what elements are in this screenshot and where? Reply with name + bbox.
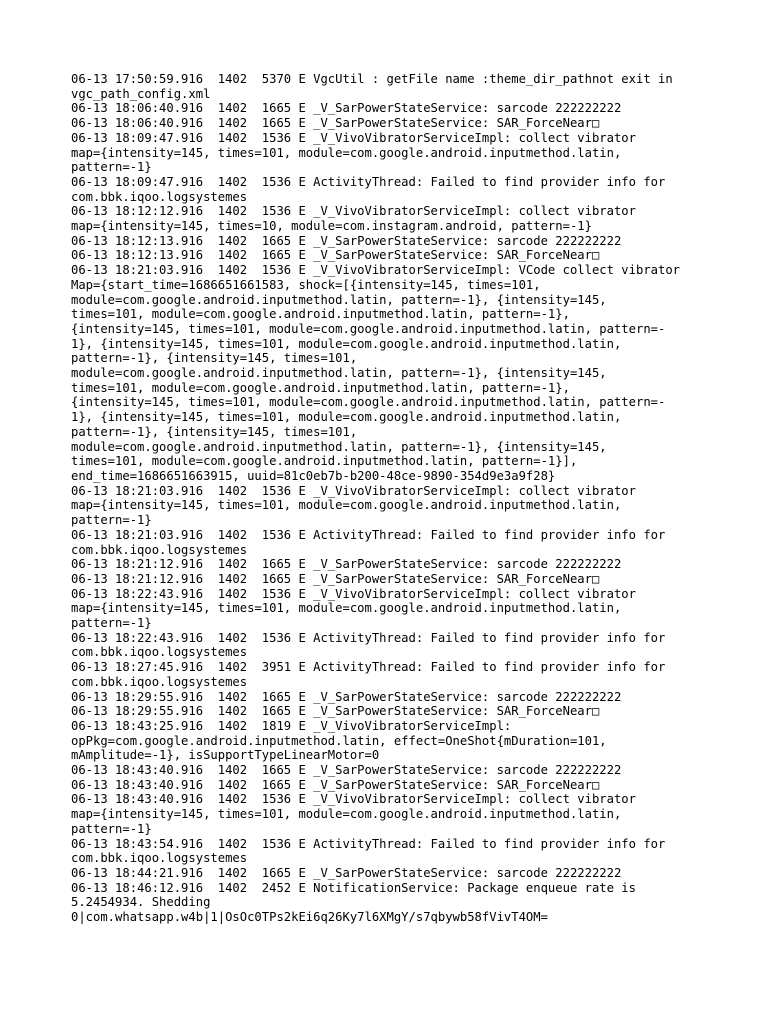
log-line: pattern=-1} (71, 616, 152, 631)
log-line: 06-13 18:12:13.916 1402 1665 E _V_SarPowerStateService: SAR_ForceNear□ (71, 248, 600, 263)
log-line: 06-13 18:21:03.916 1402 1536 E _V_VivoVibratorServiceImpl: collect vibrator (71, 483, 636, 498)
log-line: map={intensity=145, times=101, module=com.google.android.inputmethod.latin, (71, 145, 622, 160)
log-line: map={intensity=145, times=101, module=com.google.android.inputmethod.latin, (71, 601, 622, 616)
log-line: com.bbk.iqoo.logsystemes (71, 851, 248, 866)
log-line: 06-13 18:22:43.916 1402 1536 E ActivityThread: Failed to find provider info for (71, 630, 666, 645)
log-line: 06-13 18:43:40.916 1402 1536 E _V_VivoVibratorServiceImpl: collect vibrator (71, 792, 636, 807)
log-line: map={intensity=145, times=101, module=com.google.android.inputmethod.latin, (71, 498, 622, 513)
log-line: 06-13 18:27:45.916 1402 3951 E ActivityThread: Failed to find provider info for (71, 660, 666, 675)
log-line: 06-13 18:21:12.916 1402 1665 E _V_SarPowerStateService: sarcode 222222222 (71, 557, 622, 572)
log-line: 06-13 18:21:03.916 1402 1536 E _V_VivoVibratorServiceImpl: VCode collect vibrator (71, 263, 681, 278)
log-line: com.bbk.iqoo.logsystemes (71, 542, 248, 557)
log-line: pattern=-1} (71, 821, 152, 836)
log-line: {intensity=145, times=101, module=com.google.android.inputmethod.latin, pattern=- (71, 321, 666, 336)
log-line: pattern=-1} (71, 513, 152, 528)
log-line: 06-13 17:50:59.916 1402 5370 E VgcUtil : getFile name :theme_dir_pathnot exit in (71, 72, 673, 86)
log-line: mAmplitude=-1}, isSupportTypeLinearMotor=0 (71, 748, 380, 763)
log-line: pattern=-1} (71, 160, 152, 175)
log-line: times=101, module=com.google.android.inputmethod.latin, pattern=-1}, (71, 307, 570, 322)
log-line: pattern=-1}, {intensity=145, times=101, (71, 351, 358, 366)
log-line: 5.2454934. Shedding (71, 895, 211, 910)
log-line: 06-13 18:22:43.916 1402 1536 E _V_VivoVibratorServiceImpl: collect vibrator (71, 586, 636, 601)
log-line: 06-13 18:43:54.916 1402 1536 E ActivityThread: Failed to find provider info for (71, 836, 666, 851)
log-line: times=101, module=com.google.android.inputmethod.latin, pattern=-1}], (71, 454, 578, 469)
log-line: map={intensity=145, times=101, module=com.google.android.inputmethod.latin, (71, 807, 622, 822)
log-line: 06-13 18:29:55.916 1402 1665 E _V_SarPowerStateService: sarcode 222222222 (71, 689, 622, 704)
log-line: 06-13 18:43:40.916 1402 1665 E _V_SarPowerStateService: sarcode 222222222 (71, 763, 622, 778)
log-line: Map={start_time=1686651661583, shock=[{intensity=145, times=101, (71, 277, 541, 292)
log-line: 06-13 18:12:12.916 1402 1536 E _V_VivoVibratorServiceImpl: collect vibrator (71, 204, 636, 219)
log-line: 06-13 18:29:55.916 1402 1665 E _V_SarPowerStateService: SAR_ForceNear□ (71, 704, 600, 719)
log-line: opPkg=com.google.android.inputmethod.latin, effect=OneShot{mDuration=101, (71, 733, 607, 748)
log-line: times=101, module=com.google.android.inputmethod.latin, pattern=-1}, (71, 380, 570, 395)
log-line: end_time=1686651663915, uuid=81c0eb7b-b200-48ce-9890-354d9e3a9f28} (71, 468, 556, 483)
log-line: 06-13 18:21:12.916 1402 1665 E _V_SarPowerStateService: SAR_ForceNear□ (71, 571, 600, 586)
log-line: com.bbk.iqoo.logsystemes (71, 674, 248, 689)
log-line: map={intensity=145, times=10, module=com.instagram.android, pattern=-1} (71, 219, 592, 234)
log-line: com.bbk.iqoo.logsystemes (71, 189, 248, 204)
log-line: 06-13 18:21:03.916 1402 1536 E ActivityThread: Failed to find provider info for (71, 527, 666, 542)
log-line: 06-13 18:43:40.916 1402 1665 E _V_SarPowerStateService: SAR_ForceNear□ (71, 777, 600, 792)
log-line: module=com.google.android.inputmethod.latin, pattern=-1}, {intensity=145, (71, 439, 607, 454)
log-line: 1}, {intensity=145, times=101, module=com.google.android.inputmethod.latin, (71, 410, 622, 425)
log-line: vgc_path_config.xml (71, 86, 211, 101)
log-line: com.bbk.iqoo.logsystemes (71, 645, 248, 660)
log-line: {intensity=145, times=101, module=com.google.android.inputmethod.latin, pattern=- (71, 395, 666, 410)
log-line: 06-13 18:06:40.916 1402 1665 E _V_SarPowerStateService: sarcode 222222222 (71, 101, 622, 116)
log-line: module=com.google.android.inputmethod.latin, pattern=-1}, {intensity=145, (71, 366, 607, 381)
log-line: 06-13 18:44:21.916 1402 1665 E _V_SarPowerStateService: sarcode 222222222 (71, 865, 622, 880)
log-line: pattern=-1}, {intensity=145, times=101, (71, 424, 358, 439)
log-line: 1}, {intensity=145, times=101, module=com.google.android.inputmethod.latin, (71, 336, 622, 351)
log-line: 06-13 18:43:25.916 1402 1819 E _V_VivoVibratorServiceImpl: (71, 718, 512, 733)
log-line: 06-13 18:46:12.916 1402 2452 E NotificationService: Package enqueue rate is (71, 880, 636, 895)
log-line: 06-13 18:09:47.916 1402 1536 E ActivityThread: Failed to find provider info for (71, 174, 666, 189)
log-line: module=com.google.android.inputmethod.latin, pattern=-1}, {intensity=145, (71, 292, 607, 307)
log-line: 06-13 18:12:13.916 1402 1665 E _V_SarPowerStateService: sarcode 222222222 (71, 233, 622, 248)
log-document (71, 72, 711, 925)
log-line: 06-13 18:09:47.916 1402 1536 E _V_VivoVibratorServiceImpl: collect vibrator (71, 130, 636, 145)
log-line: 06-13 18:06:40.916 1402 1665 E _V_SarPowerStateService: SAR_ForceNear□ (71, 116, 600, 131)
log-line: 0|com.whatsapp.w4b|1|OsOc0TPs2kEi6q26Ky7l6XMgY/s7qbywb58fVivT4OM= (71, 910, 548, 925)
